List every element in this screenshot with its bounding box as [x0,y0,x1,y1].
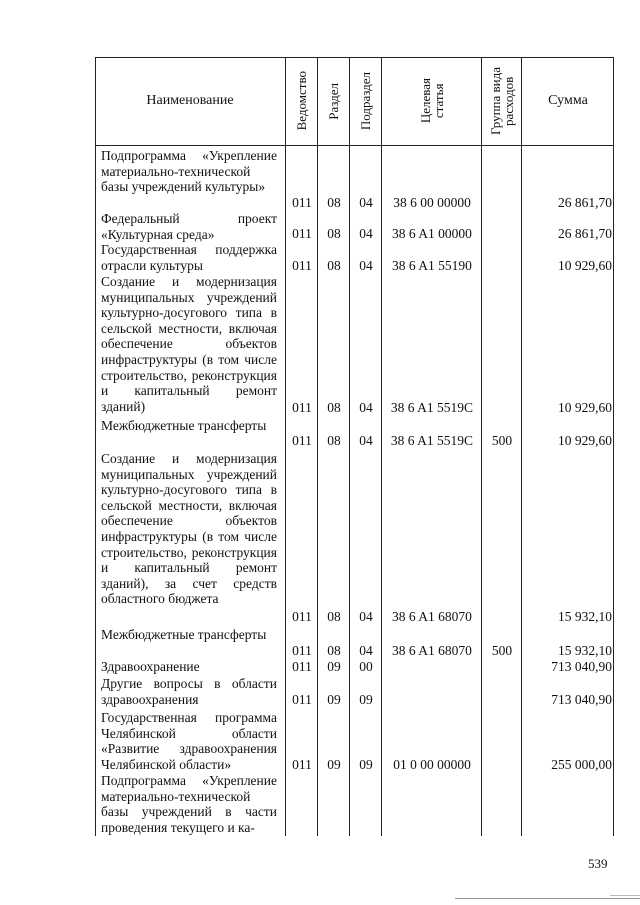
row-name: Другие вопросы в области здравоохранения [101,676,277,707]
row-vedomstvo: 011 [292,659,312,674]
row-vedomstvo: 011 [292,609,312,624]
row-celevaya: 38 6 00 00000 [393,195,471,210]
row-razdel: 09 [327,757,341,772]
header-razdel: Раздел [326,82,341,120]
row-summa: 26 861,70 [558,195,612,210]
row-gruppa: 500 [491,643,513,658]
row-vedomstvo: 011 [292,400,312,415]
row-podrazdel: 09 [359,757,373,772]
row-summa: 10 929,60 [558,400,612,415]
header-gruppa: Группа вида расходов [487,67,516,135]
row-podrazdel: 04 [359,195,373,210]
row-podrazdel: 04 [359,226,373,241]
row-name: Государственная программа Челябинской области «Развитие здравоохранения Челябинской области» [101,710,277,772]
row-celevaya: 38 6 A1 55190 [392,258,472,273]
row-celevaya: 38 6 A1 00000 [392,226,472,241]
row-name: Межбюджетные трансферты [101,627,267,642]
header-summa: Сумма [548,93,588,108]
row-razdel: 08 [327,258,341,273]
row-vedomstvo: 011 [292,195,312,210]
header-divider [95,145,614,146]
row-name: Государственная поддержка отрасли культуры [101,242,277,273]
row-vedomstvo: 011 [292,692,312,707]
row-summa: 713 040,90 [551,692,612,707]
row-podrazdel: 00 [359,659,373,674]
row-summa: 10 929,60 [558,258,612,273]
row-razdel: 08 [327,609,341,624]
row-name: Здравоохранение [101,659,200,674]
row-razdel: 08 [327,400,341,415]
row-summa: 255 000,00 [551,757,612,772]
row-podrazdel: 04 [359,433,373,448]
scan-artifact-line [455,898,640,899]
row-podrazdel: 04 [359,400,373,415]
row-name: Подпрограмма «Укрепление материально-технической базы учреждений культуры» [101,148,277,195]
row-vedomstvo: 011 [292,643,312,658]
row-summa: 15 932,10 [558,609,612,624]
header-vedomstvo: Ведомство [294,71,309,131]
row-razdel: 08 [327,643,341,658]
row-gruppa: 500 [491,433,513,448]
row-name: Подпрограмма «Укрепление материально-технической базы учреждений в части проведения текущего и ка- [101,773,277,835]
row-celevaya: 38 6 A1 5519С [390,433,474,448]
row-razdel: 08 [327,195,341,210]
row-podrazdel: 04 [359,258,373,273]
row-summa: 26 861,70 [558,226,612,241]
scan-artifact-line [610,895,640,896]
row-summa: 10 929,60 [558,433,612,448]
row-celevaya: 38 6 A1 5519С [390,400,474,415]
row-razdel: 08 [327,433,341,448]
row-razdel: 08 [327,226,341,241]
header-podrazdel: Подраздел [358,71,373,131]
row-summa: 713 040,90 [551,659,612,674]
row-razdel: 09 [327,692,341,707]
header-celevaya: Целевая статья [417,78,446,124]
row-razdel: 09 [327,659,341,674]
row-name: Федеральный проект «Культурная среда» [101,211,277,242]
row-podrazdel: 04 [359,609,373,624]
row-name: Создание и модернизация муниципальных учреждений культурно-досугового типа в сельской местности, включая обеспечение объектов инфраструктуры (в том числе строительство, реконструкция и капитальный ремонт зданий), за счет средств областного бюджета [101,451,277,607]
header-name: Наименование [146,93,234,108]
row-name: Межбюджетные трансферты [101,418,267,433]
row-celevaya: 38 6 A1 68070 [392,643,472,658]
row-vedomstvo: 011 [292,757,312,772]
page-number: 539 [588,856,608,871]
row-podrazdel: 04 [359,643,373,658]
row-vedomstvo: 011 [292,226,312,241]
row-name: Создание и модернизация муниципальных учреждений культурно-досугового типа в сельской местности, включая обеспечение объектов инфраструктуры (в том числе строительство, реконструкция и капитальный ремонт зданий) [101,274,277,414]
row-vedomstvo: 011 [292,258,312,273]
row-summa: 15 932,10 [558,643,612,658]
row-podrazdel: 09 [359,692,373,707]
row-celevaya: 38 6 A1 68070 [392,609,472,624]
row-vedomstvo: 011 [292,433,312,448]
row-celevaya: 01 0 00 00000 [393,757,471,772]
